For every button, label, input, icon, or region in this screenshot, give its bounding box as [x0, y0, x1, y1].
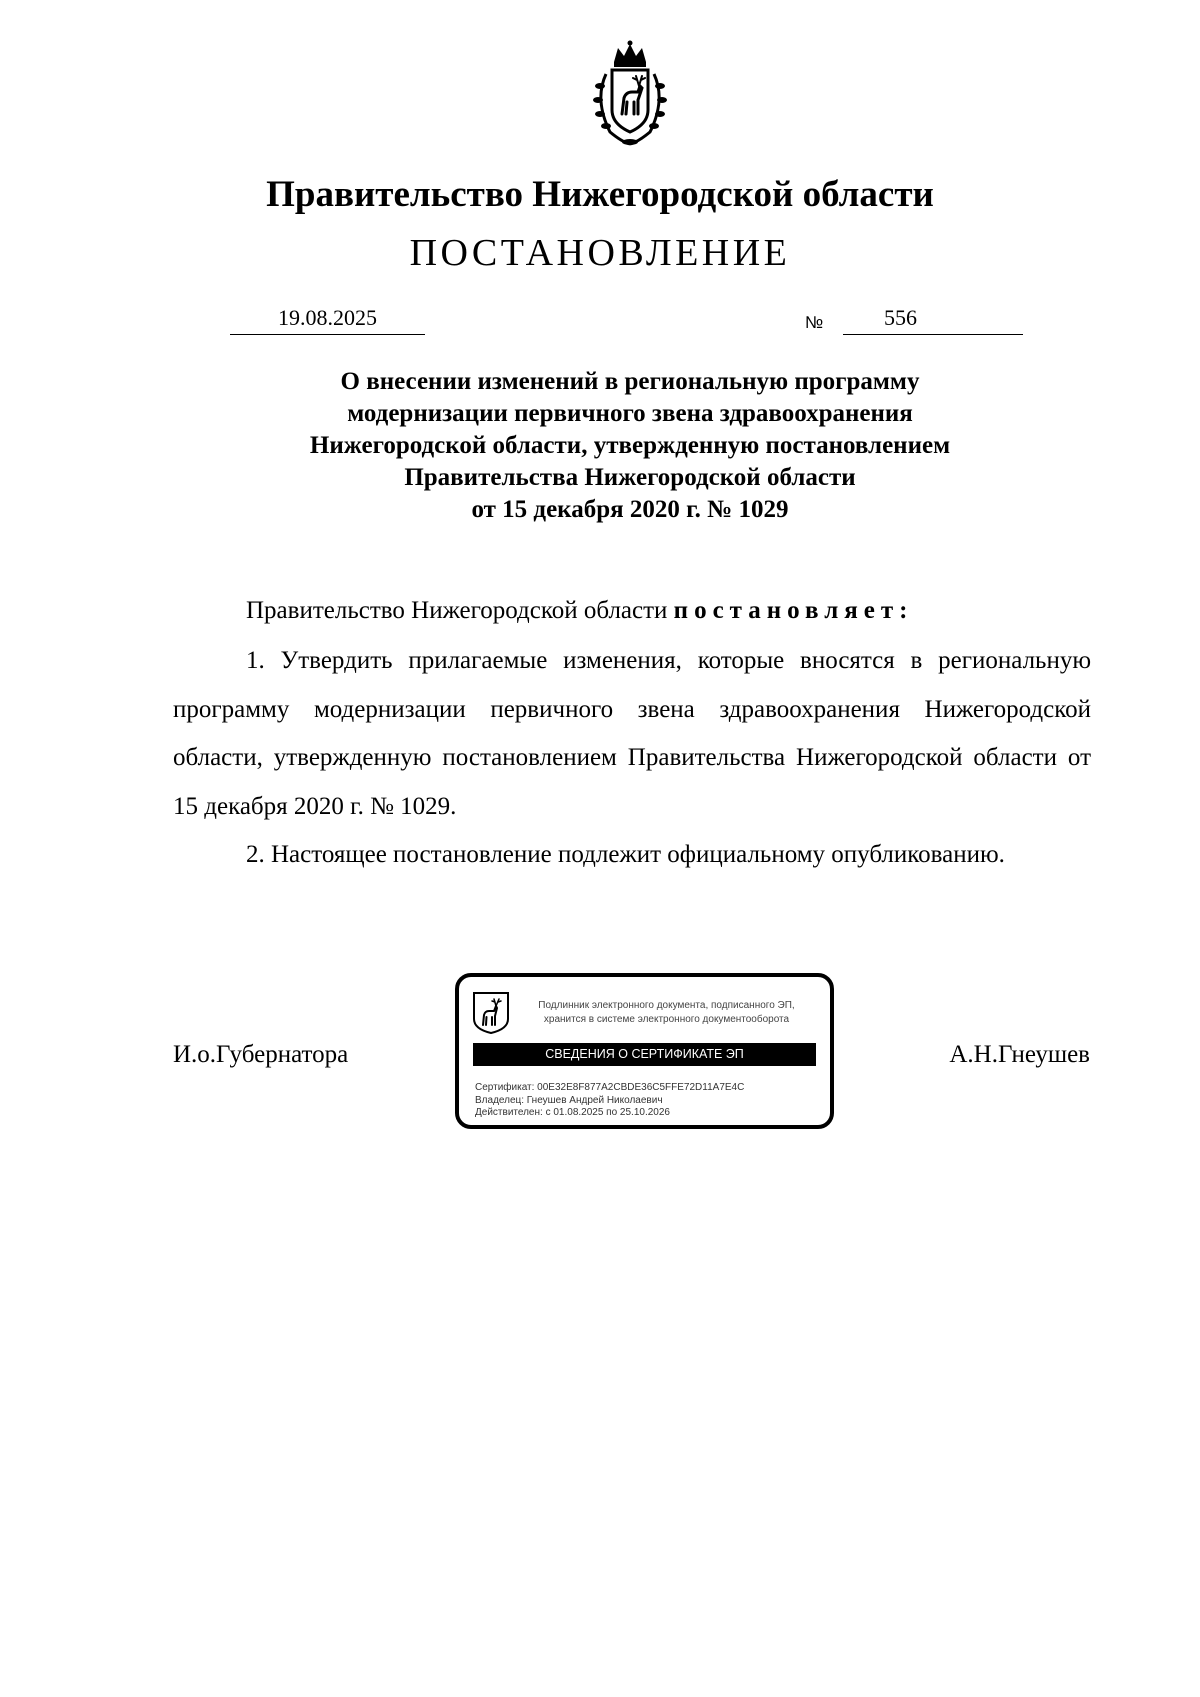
subject-line: Нижегородской области, утвержденную постановлением — [309, 432, 951, 459]
document-subject — [200, 366, 1060, 526]
number-sign: № — [805, 313, 824, 332]
subject-line: Правительства Нижегородской области — [404, 464, 856, 491]
stamp-header: СВЕДЕНИЯ О СЕРТИФИКАТЕ ЭП — [473, 1043, 816, 1066]
signer-name: А.Н.Гнеушев — [949, 1041, 1090, 1068]
certificate-number: Сертификат: 00E32E8F877A2CBDE36C5FFE72D11A7E4C — [475, 1082, 745, 1093]
subject-line: О внесении изменений в региональную программу — [340, 368, 920, 395]
coat-of-arms-icon — [576, 40, 684, 148]
deer-shield-icon — [472, 991, 510, 1035]
stamp-note-line: Подлинник электронного документа, подписанного ЭП, — [538, 1000, 795, 1011]
e-signature-stamp — [455, 973, 834, 1129]
certificate-details — [475, 1082, 744, 1120]
signer-title: И.о.Губернатора — [173, 1041, 349, 1068]
document-number: 556 — [884, 305, 917, 330]
stamp-note — [517, 999, 816, 1027]
document-type: ПОСТАНОВЛЕНИЕ — [409, 232, 791, 274]
paragraph-2: 2. Настоящее постановление подлежит официальному опубликованию. — [246, 841, 1005, 868]
certificate-validity: Действителен: с 01.08.2025 по 25.10.2026 — [475, 1107, 670, 1118]
subject-line: модернизации первичного звена здравоохранения — [347, 400, 913, 427]
preamble — [246, 594, 913, 628]
document-number-field — [843, 303, 1023, 335]
document-body — [173, 637, 1091, 880]
document-date: 19.08.2025 — [230, 303, 425, 335]
certificate-owner: Владелец: Гнеушев Андрей Николаевич — [475, 1094, 663, 1106]
preamble-verb: постановляет: — [673, 597, 914, 624]
subject-line: от 15 декабря 2020 г. № 1029 — [471, 496, 789, 523]
government-title: Правительство Нижегородской области — [266, 174, 934, 215]
paragraph-1: 1. Утвердить прилагаемые изменения, которые вносятся в региональную программу модернизации первичного звена здравоохранения Нижегородской области, утвержденную постановлением Правительства Нижегородской области от 15 декабря 2020 г. № 1029. — [173, 647, 1091, 820]
stamp-note-line: хранится в системе электронного документооборота — [543, 1014, 790, 1025]
preamble-text: Правительство Нижегородской области — [246, 597, 674, 624]
